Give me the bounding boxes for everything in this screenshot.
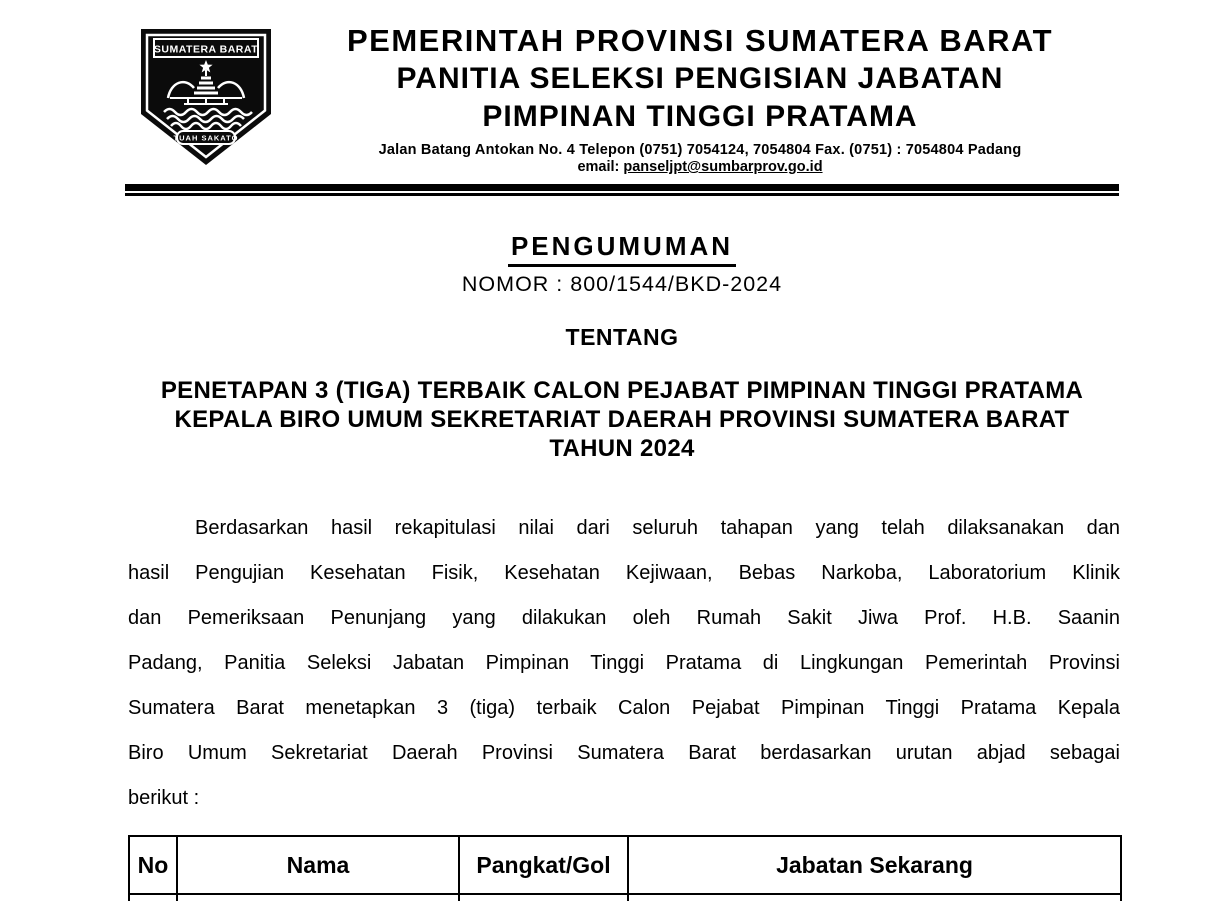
table-header-pangkat-gol: Pangkat/Gol — [459, 836, 628, 894]
letterhead-address: Jalan Batang Antokan No. 4 Telepon (0751) 7054124, 7054804 Fax. (0751) : 7054804 Padang — [378, 142, 1022, 158]
table-cell — [628, 894, 1121, 901]
table-header-row — [129, 836, 1121, 894]
divider-thin-line — [125, 193, 1119, 196]
subject-line: TAHUN 2024 — [549, 435, 695, 462]
paragraph-line: Sumatera Barat menetapkan 3 (tiga) terbaik Calon Pejabat Pimpinan Tinggi Pratama Kepala — [128, 697, 1120, 719]
table-header-nama: Nama — [177, 836, 459, 894]
paragraph-line: Biro Umum Sekretariat Daerah Provinsi Sumatera Barat berdasarkan urutan abjad sebagai — [128, 742, 1120, 764]
paragraph-line: berikut : — [128, 787, 200, 809]
subject-line: KEPALA BIRO UMUM SEKRETARIAT DAERAH PROVINSI SUMATERA BARAT — [174, 406, 1070, 433]
table-header-jabatan-sekarang: Jabatan Sekarang — [628, 836, 1121, 894]
table-cell — [177, 894, 459, 901]
table-cell — [459, 894, 628, 901]
announcement-title: PENGUMUMAN — [508, 231, 736, 267]
paragraph-line: dan Pemeriksaan Penunjang yang dilakukan oleh Rumah Sakit Jiwa Prof. H.B. Saanin — [128, 607, 1120, 629]
paragraph-line: Berdasarkan hasil rekapitulasi nilai dari seluruh tahapan yang telah dilaksanakan dan — [195, 517, 1120, 539]
sumatera-barat-emblem-icon — [138, 26, 274, 168]
announcement-number: NOMOR : 800/1544/BKD-2024 — [461, 272, 783, 296]
letterhead-committee-name-line2: PIMPINAN TINGGI PRATAMA — [482, 100, 918, 133]
table-row — [129, 894, 1121, 901]
emblem-region-name: SUMATERA BARAT — [153, 43, 259, 56]
subject-line: PENETAPAN 3 (TIGA) TERBAIK CALON PEJABAT PIMPINAN TINGGI PRATAMA — [160, 377, 1084, 404]
letterhead-email-line — [280, 159, 1120, 176]
letterhead-committee-name-line1: PANITIA SELEKSI PENGISIAN JABATAN — [396, 62, 1004, 95]
announcement-title-row — [125, 231, 1119, 267]
body-paragraph — [128, 506, 1120, 821]
candidates-table — [128, 835, 1122, 901]
emblem-motto: TUAH SAKATO — [173, 133, 239, 143]
letterhead-government-name: PEMERINTAH PROVINSI SUMATERA BARAT — [346, 23, 1054, 58]
announcement-about-label: TENTANG — [565, 324, 679, 350]
email-label: email: — [577, 159, 624, 175]
divider-thick-line — [125, 184, 1119, 191]
table-header-no: No — [129, 836, 177, 894]
email-address: panseljpt@sumbarprov.go.id — [623, 159, 823, 175]
table-cell — [129, 894, 177, 901]
letterhead — [280, 22, 1120, 176]
paragraph-line: Padang, Panitia Seleksi Jabatan Pimpinan Tinggi Pratama di Lingkungan Pemerintah Provinsi — [128, 652, 1120, 674]
announcement-subject — [125, 376, 1119, 463]
letterhead-divider — [125, 184, 1119, 196]
paragraph-line: hasil Pengujian Kesehatan Fisik, Kesehatan Kejiwaan, Bebas Narkoba, Laboratorium Klinik — [128, 562, 1120, 584]
